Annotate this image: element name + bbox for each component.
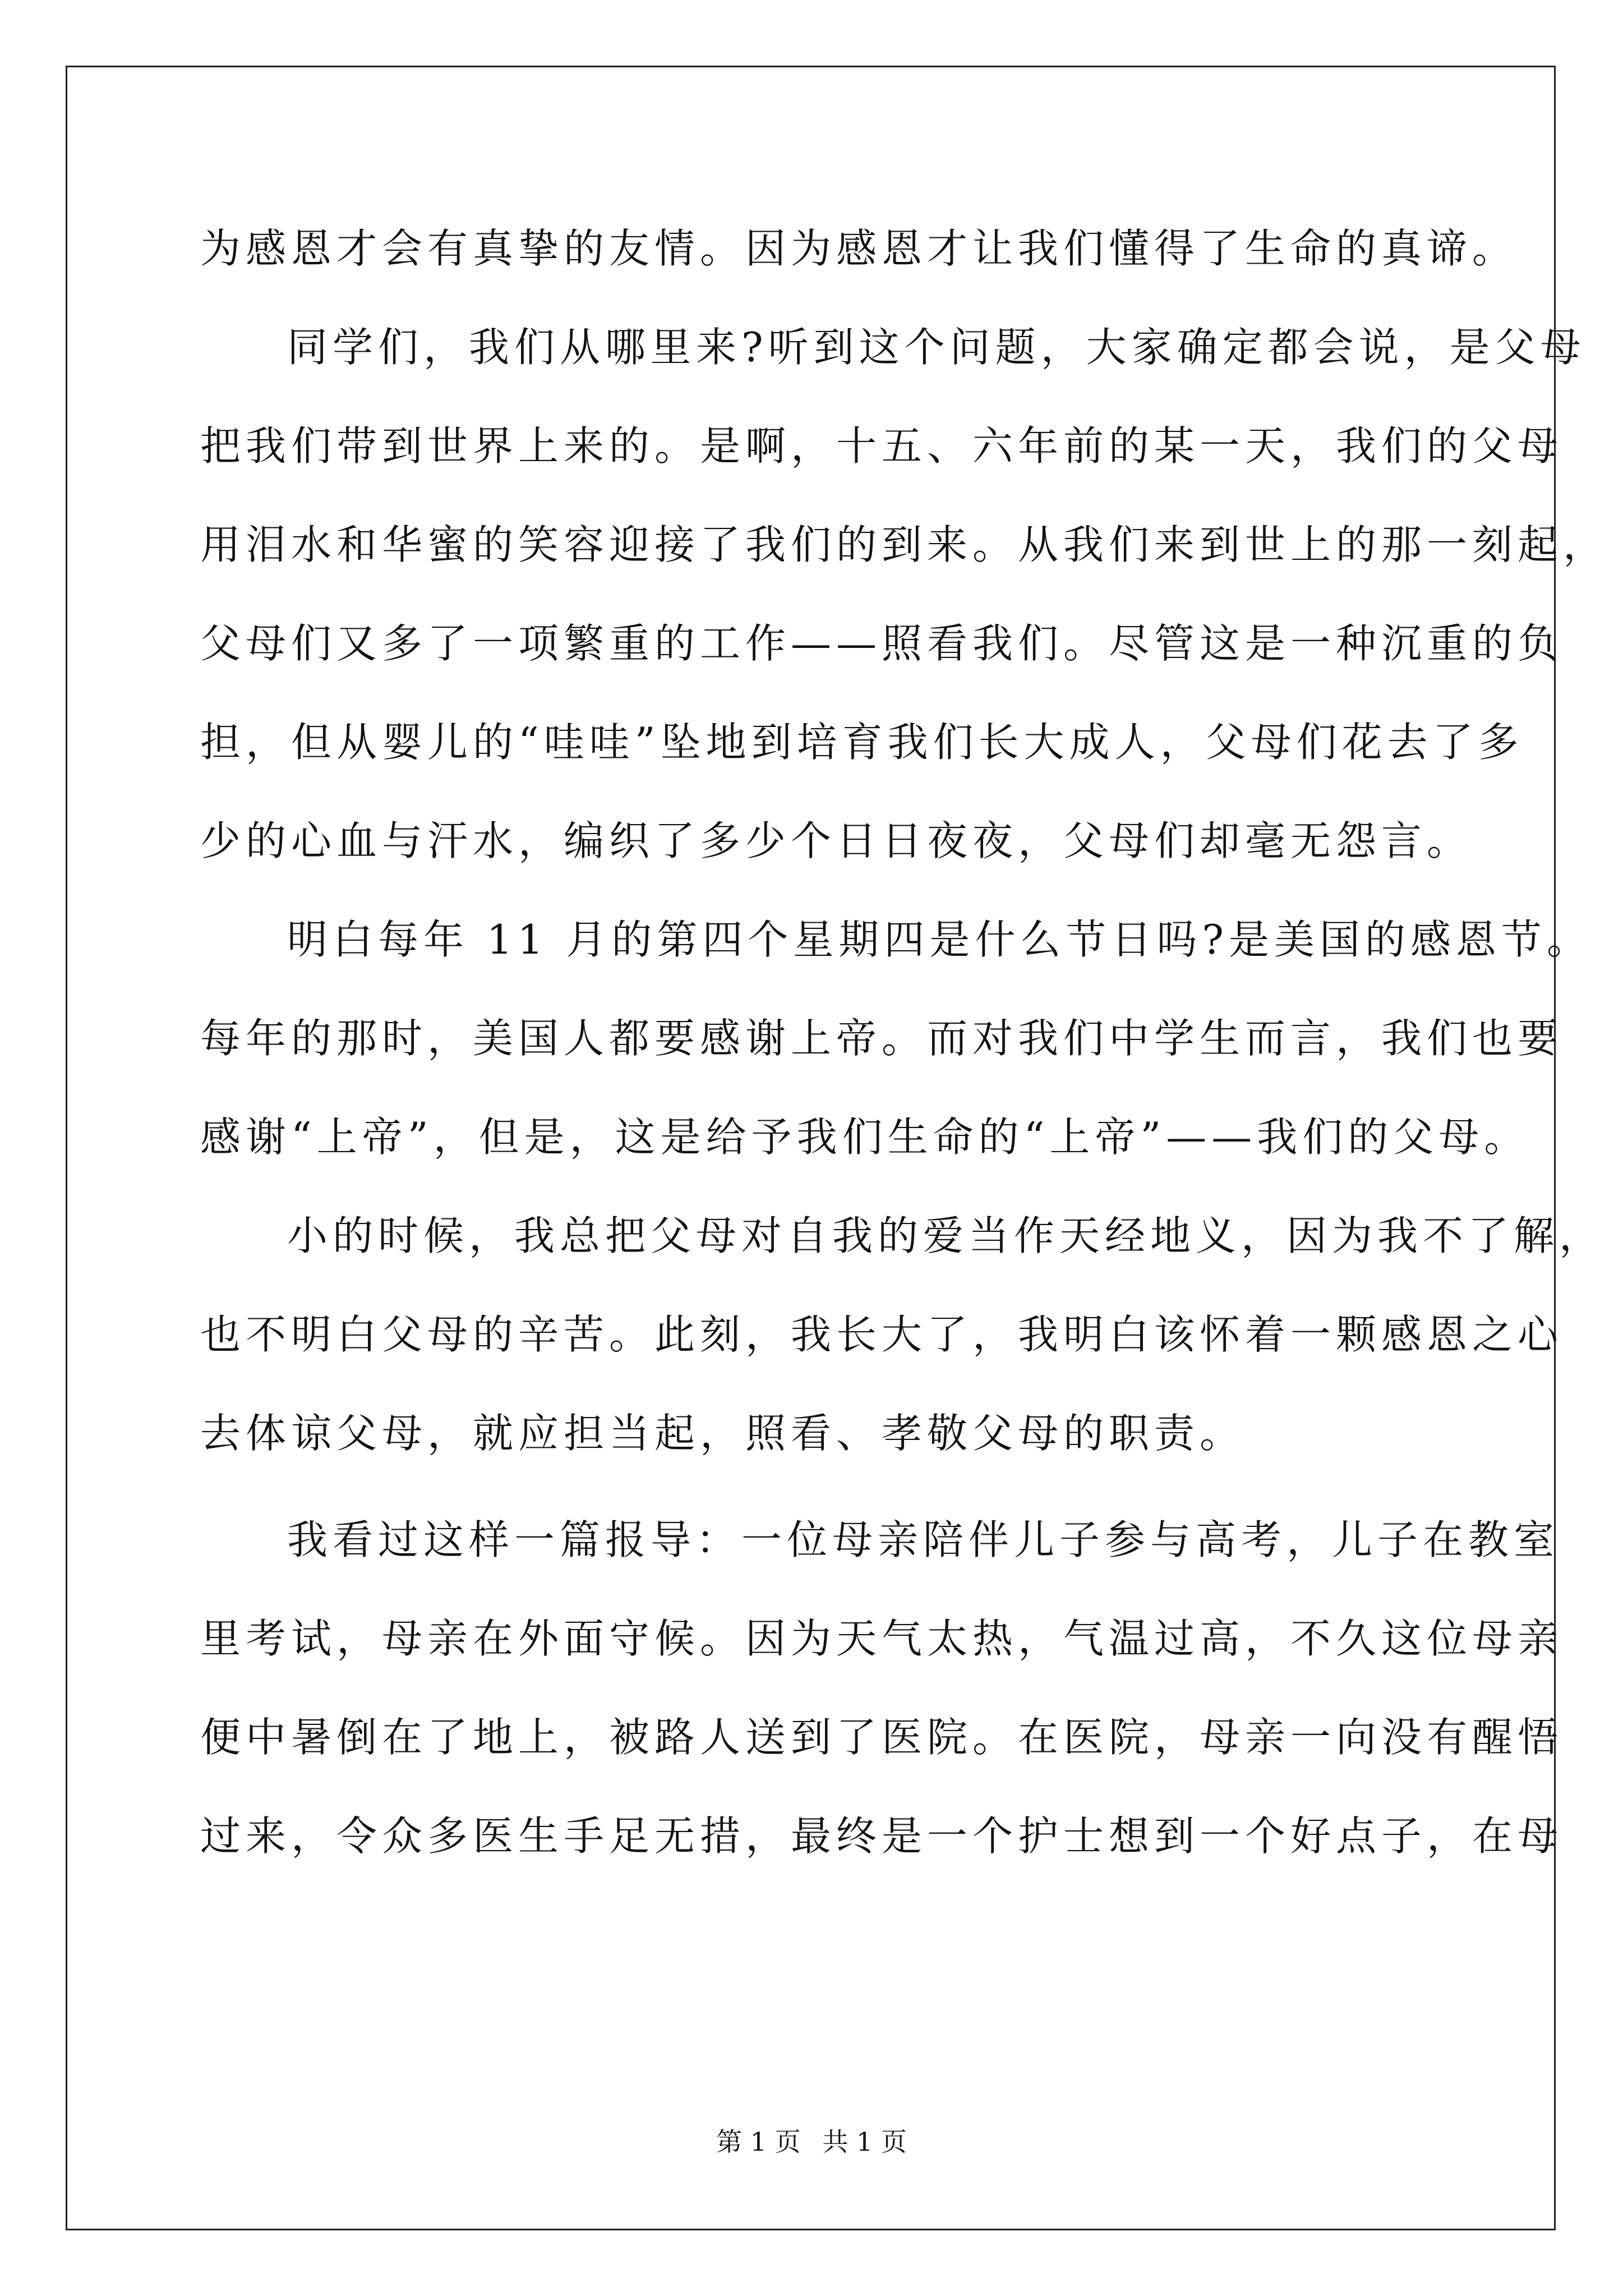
text-line-10: 感谢“上帝”，但是，这是给予我们生命的“上帝”——我们的父母。 [200, 1114, 1530, 1161]
text-line-4: 用泪水和华蜜的笑容迎接了我们的到来。从我们来到世上的那一刻起， [200, 521, 1609, 568]
text-line-5: 父母们又多了一项繁重的工作——照看我们。尽管这是一种沉重的负 [200, 620, 1564, 667]
page-footer [0, 2125, 1623, 2159]
text-line-3: 把我们带到世界上来的。是啊，十五、六年前的某一天，我们的父母 [200, 422, 1564, 470]
text-line-7: 少的心血与汗水，编织了多少个日日夜夜，父母们却毫无怨言。 [200, 817, 1473, 864]
text-line-1: 为感恩才会有真挚的友情。因为感恩才让我们懂得了生命的真谛。 [200, 225, 1518, 272]
page-number-total: 共 1 页 [822, 2127, 907, 2157]
text-line-2: 同学们，我们从哪里来?听到这个问题，大家确定都会说，是父母 [287, 324, 1586, 371]
document-body [200, 199, 1609, 1885]
text-line-12: 也不明白父母的辛苦。此刻，我长大了，我明白该怀着一颗感恩之心 [200, 1311, 1564, 1358]
text-line-13: 去体谅父母，就应担当起，照看、孝敬父母的职责。 [200, 1410, 1246, 1457]
text-line-14: 我看过这样一篇报导：一位母亲陪伴儿子参与高考，儿子在教室 [287, 1516, 1560, 1563]
text-line-16: 便中暑倒在了地上，被路人送到了医院。在医院，母亲一向没有醒悟 [200, 1714, 1564, 1761]
text-line-15: 里考试，母亲在外面守候。因为天气太热，气温过高，不久这位母亲 [200, 1615, 1564, 1662]
text-line-6: 担，但从婴儿的“哇哇”坠地到培育我们长大成人，父母们花去了多 [200, 719, 1524, 766]
text-line-17: 过来，令众多医生手足无措，最终是一个护士想到一个好点子，在母 [200, 1812, 1564, 1860]
text-line-9: 每年的那时，美国人都要感谢上帝。而对我们中学生而言，我们也要 [200, 1015, 1564, 1062]
text-line-8: 明白每年 11 月的第四个星期四是什么节日吗?是美国的感恩节。 [287, 916, 1592, 963]
page-number-current: 第 1 页 [716, 2127, 801, 2157]
text-line-11: 小的时候，我总把父母对自我的爱当作天经地义，因为我不了解， [287, 1212, 1605, 1259]
